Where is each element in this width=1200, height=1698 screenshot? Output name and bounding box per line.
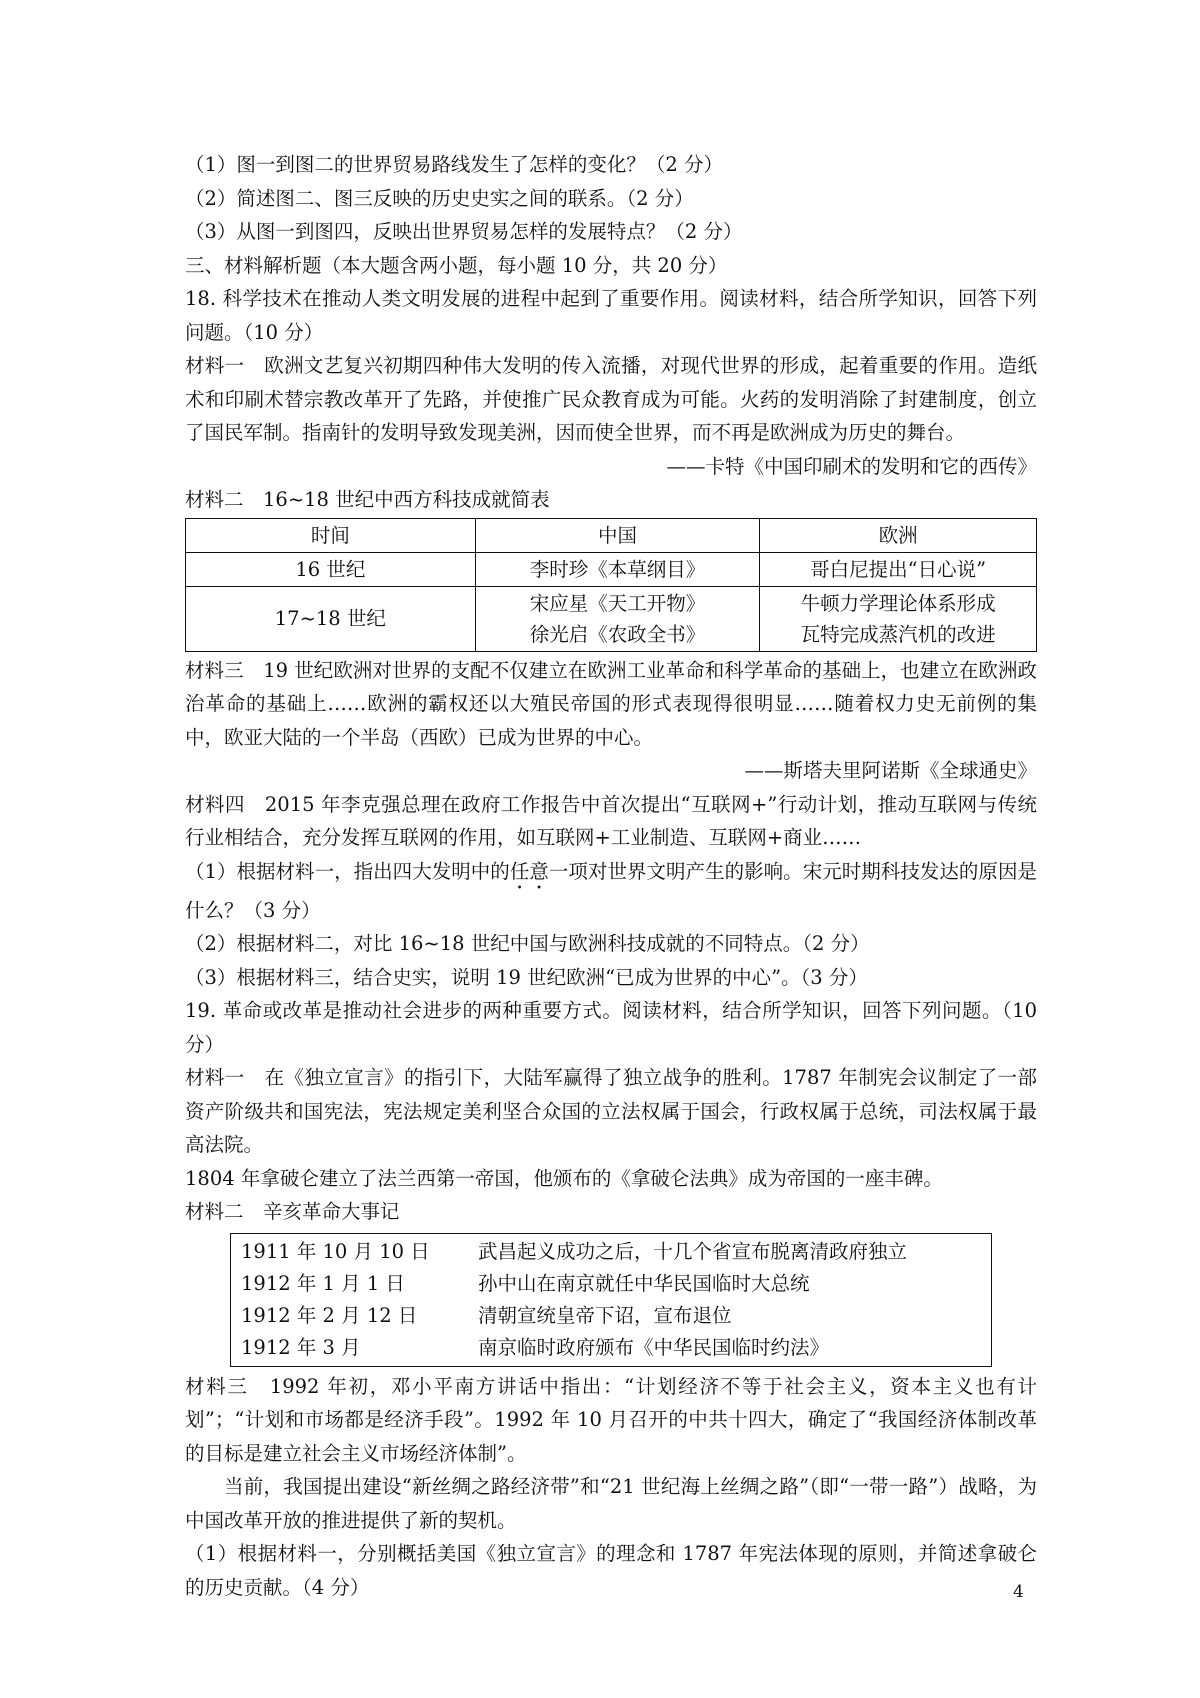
event-text: 清朝宣统皇帝下诏，宣布退位 [478,1303,732,1327]
table-row [186,552,1037,586]
event-date: 1912 年 1 月 1 日 [241,1271,405,1295]
q18-question-1-pre: （1）根据材料一，指出四大发明中的 [185,859,510,883]
list-item [241,1268,981,1300]
section-3-heading: 三、材料解析题（本大题含两小题，每小题 10 分，共 20 分） [185,253,728,277]
table-cell-china [475,552,760,586]
table-header-china: 中国 [475,518,760,552]
q17-part-2: （2）简述图二、图三反映的历史史实之间的联系。（2 分） [185,186,694,210]
science-achievements-table [185,518,1037,652]
q18-question-2: （2）根据材料二，对比 16~18 世纪中国与欧洲科技成就的不同特点。（2 分） [185,932,870,955]
table-cell-line: 李时珍《本草纲目》 [529,557,706,581]
q18-material-2-title: 材料二 16~18 世纪中西方科技成就简表 [185,488,550,511]
table-row [186,586,1037,651]
q18-question-1 [185,855,1037,928]
q18-material-1: 材料一 欧洲文艺复兴初期四种伟大发明的传入流播，对现代世界的形成，起着重要的作用。造纸术和印刷术替宗教改革开了先路，并使推广民众教育成为可能。火药的发明消除了封建制度，创立了国民军制。指南针的发明导致发现美洲，因而使全世界，而不再是欧洲成为历史的舞台。 [185,354,1037,444]
event-date: 1912 年 3 月 [241,1335,361,1359]
table-cell-china [475,586,760,651]
q19-material-1: 材料一 在《独立宣言》的指引下，大陆军赢得了独立战争的胜利。1787 年制宪会议制定了一部资产阶级共和国宪法，宪法规定美利坚合众国的立法权属于国会，行政权属于总统，司法权属于最高法院。 [185,1066,1037,1156]
table-cell-line: 牛顿力学理论体系形成 [800,591,996,615]
q18-material-3-source: ——斯塔夫里阿诺斯《全球通史》 [744,759,1037,782]
q18-material-4: 材料四 2015 年李克强总理在政府工作报告中首次提出“互联网+”行动计划，推动互联网与传统行业相结合，充分发挥互联网的作用，如互联网+工业制造、互联网+商业…… [185,792,1037,849]
q18-material-3: 材料三 19 世纪欧洲对世界的支配不仅建立在欧洲工业革命和科学革命的基础上，也建立在欧洲政治革命的基础上……欧洲的霸权还以大殖民帝国的形式表现得很明显……随着权力史无前例的集中，欧亚大陆的一个半岛（西欧）已成为世界的中心。 [185,658,1037,749]
table-header-europe: 欧洲 [760,518,1037,552]
q19-material-3: 材料三 1992 年初，邓小平南方讲话中指出：“计划经济不等于社会主义，资本主义也有计划”；“计划和市场都是经济手段”。1992 年 10 月召开的中共十四大，确定了“我国经济体制改革的目标是建立社会主义市场经济体制”。 [185,1374,1037,1465]
table-cell-line: 徐光启《农政全书》 [529,622,706,646]
q17-part-3: （3）从图一到图四，反映出世界贸易怎样的发展特点？（2 分） [185,220,743,243]
table-cell-line: 哥白尼提出“日心说” [810,557,987,581]
table-cell-time: 17~18 世纪 [186,586,476,651]
q18-question-1-post: 一项对世界文明产生的影响。宋元时期科技发达的原因是什么？（3 分） [185,859,1037,922]
q19-material-1b: 1804 年拿破仑建立了法兰西第一帝国，他颁布的《拿破仑法典》成为帝国的一座丰碑。 [185,1166,943,1190]
table-cell-time: 16 世纪 [186,552,476,586]
q19-intro: 19. 革命或改革是推动社会进步的两种重要方式。阅读材料，结合所学知识，回答下列问题。（10 分） [185,999,1037,1056]
table-cell-line: 宋应星《天工开物》 [529,591,706,615]
table-cell-line: 瓦特完成蒸汽机的改进 [800,622,996,646]
table-cell-europe [760,552,1037,586]
exam-page [185,148,1037,1604]
emphasis-word: 任意 [509,859,549,883]
event-text: 南京临时政府颁布《中华民国临时约法》 [478,1335,830,1359]
table-header-time: 时间 [186,518,476,552]
q18-question-3: （3）根据材料三，结合史实，说明 19 世纪欧洲“已成为世界的中心”。（3 分） [185,965,868,989]
q19-question-1: （1）根据材料一，分别概括美国《独立宣言》的理念和 1787 年宪法体现的原则，并简述拿破仑的历史贡献。（4 分） [185,1542,1037,1599]
page-number: 4 [1013,1582,1024,1602]
list-item [241,1332,981,1364]
table-cell-europe [760,586,1037,651]
xinhai-events-box [230,1233,992,1367]
list-item [241,1236,981,1268]
q18-material-1-source: ——卡特《中国印刷术的发明和它的西传》 [666,454,1037,478]
list-item [241,1300,981,1332]
q19-material-3b: 当前，我国提出建设“新丝绸之路经济带”和“21 世纪海上丝绸之路”（即“一带一路”）战略，为中国改革开放的推进提供了新的契机。 [185,1475,1037,1532]
event-date: 1912 年 2 月 12 日 [241,1303,418,1327]
table-header-row [186,518,1037,552]
q18-intro: 18. 科学技术在推动人类文明发展的进程中起到了重要作用。阅读材料，结合所学知识，回答下列问题。（10 分） [185,287,1037,344]
event-date: 1911 年 10 月 10 日 [241,1239,430,1263]
q17-part-1: （1）图一到图二的世界贸易路线发生了怎样的变化？（2 分） [185,153,724,176]
q19-material-2-title: 材料二 辛亥革命大事记 [185,1200,400,1223]
event-text: 孙中山在南京就任中华民国临时大总统 [478,1271,810,1295]
event-text: 武昌起义成功之后，十几个省宣布脱离清政府独立 [478,1239,908,1263]
